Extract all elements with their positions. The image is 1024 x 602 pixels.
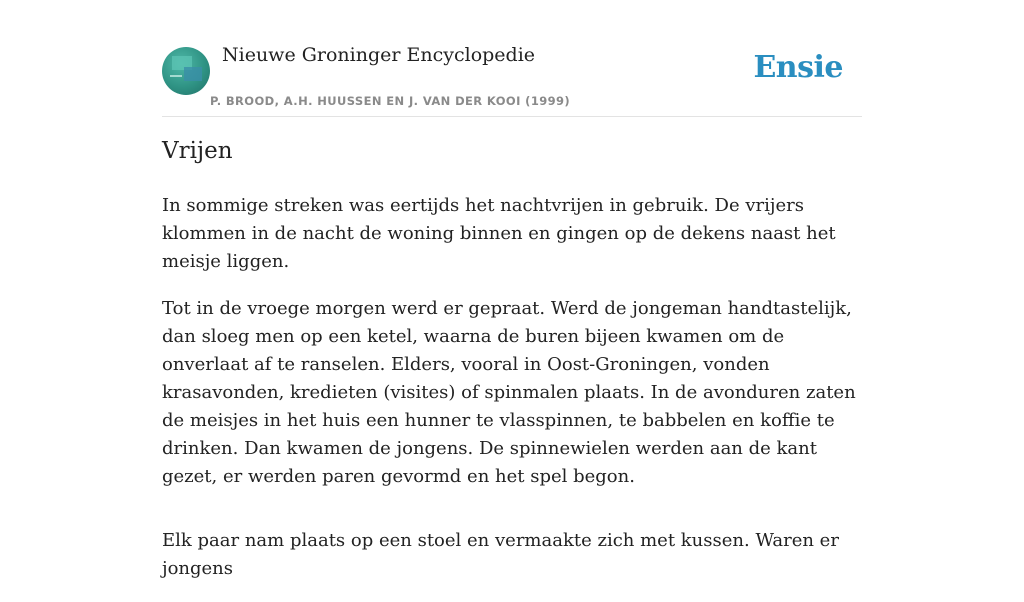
cover-graphic <box>184 67 202 81</box>
entry-paragraph: In sommige streken was eertijds het nachtvrijen in gebruik. De vrijers klommen in de nacht de woning binnen en gingen op de dekens naast het meisje liggen. <box>162 195 836 272</box>
entry-title: Vrijen <box>162 138 233 164</box>
cover-graphic <box>170 75 182 77</box>
book-title-link[interactable]: Nieuwe Groninger Encyclopedie <box>222 44 536 66</box>
entry-body <box>162 192 862 602</box>
entry-paragraph: Elk paar nam plaats op een stoel en vermaakte zich met kussen. Waren er jongens <box>162 530 839 579</box>
entry-paragraph: Tot in de vroege morgen werd er gepraat. Werd de jongeman handtastelijk, dan sloeg men op een ketel, waarna de buren bijeen kwamen om de onverlaat af te ranselen. Elders, vooral in Oost-Groningen, vonden krasavonden, kredieten (visites) of spinmalen plaats. In de avonduren zaten de meisjes in het huis een hunner te vlasspinnen, te babbelen en koffie te drinken. Dan kwamen de jongens. De spinnewielen werden aan de kant gezet, er werden paren gevormd en het spel begon. <box>162 298 856 487</box>
entry-header <box>162 0 862 117</box>
ensie-logo[interactable]: Ensie <box>753 50 843 85</box>
page-container <box>162 0 862 579</box>
book-cover-image[interactable] <box>162 47 210 95</box>
book-authors: P. BROOD, A.H. HUUSSEN EN J. VAN DER KOOI (1999) <box>210 94 571 108</box>
